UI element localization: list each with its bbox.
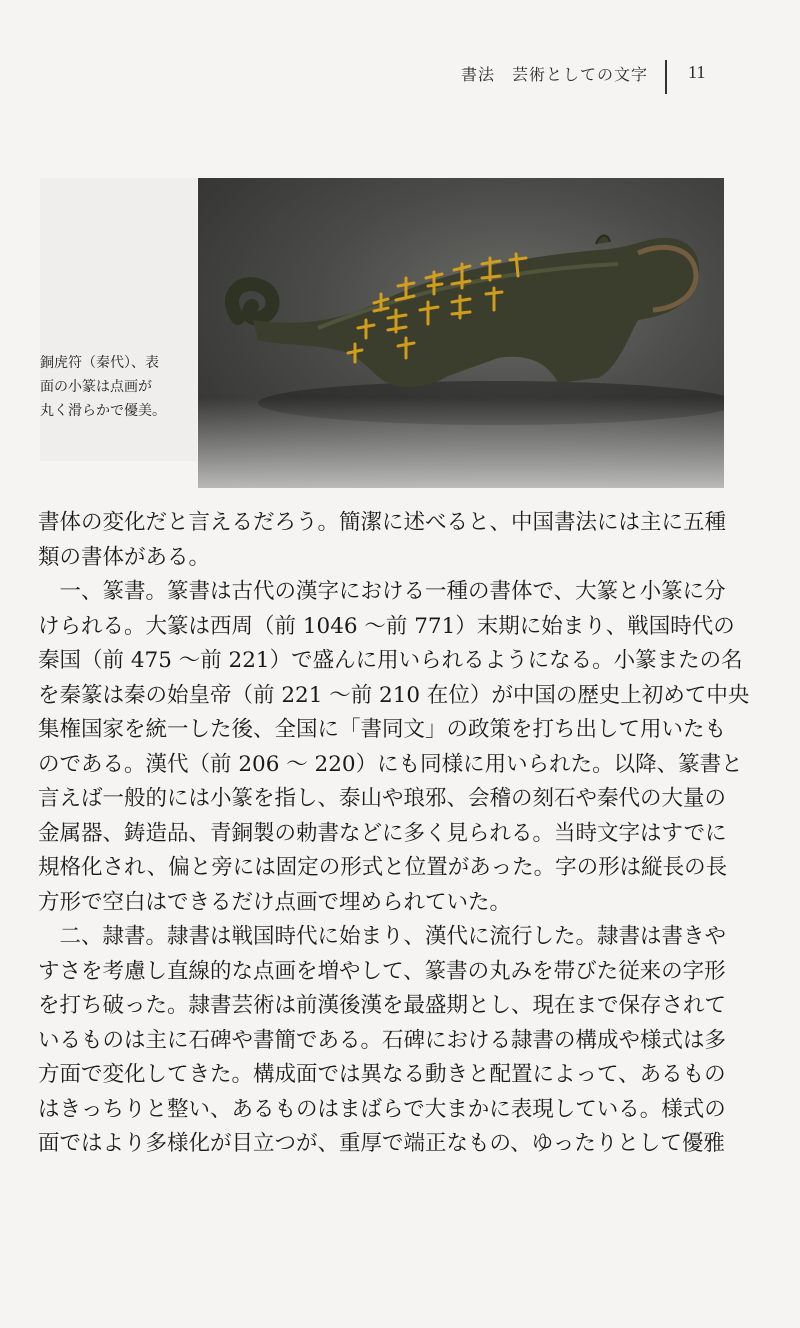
body-line: 一、篆書。篆書は古代の漢字における一種の書体で、大篆と小篆に分 xyxy=(38,579,726,604)
body-line: のである。漢代（前 206 〜 220）にも同様に用いられた。以降、篆書と xyxy=(38,751,743,777)
page-number: 11 xyxy=(688,62,706,82)
figure xyxy=(40,178,724,488)
body-line: 面ではより多様化が目立つが、重厚で端正なもの、ゆったりとして優雅 xyxy=(38,1131,725,1156)
body-line: 金属器、鋳造品、青銅製の勅書などに多く見られる。当時文字はすでに xyxy=(38,820,727,846)
body-line: を秦篆は秦の始皇帝（前 221 〜前 210 在位）が中国の歴史上初めて中央 xyxy=(38,682,750,708)
header-divider xyxy=(665,60,667,94)
caption-panel xyxy=(40,178,197,461)
figure-caption: 銅虎符（秦代）、表 面の小篆は点画が 丸く滑らかで優美。 xyxy=(40,355,166,419)
body-line: はきっちりと整い、あるものはまばらで大まかに表現している。様式の xyxy=(38,1096,726,1122)
body-line: すさを考慮し直線的な点画を増やして、篆書の丸みを帯びた従来の字形 xyxy=(38,958,726,984)
body-line: 言えば一般的には小篆を指し、泰山や琅邪、会稽の刻石や秦代の大量の xyxy=(38,786,727,811)
page-header xyxy=(0,60,800,100)
running-head-title: 書法 芸術としての文字 xyxy=(460,65,648,84)
body-text xyxy=(38,506,750,1162)
bronze-tiger-tally-photo xyxy=(198,178,724,488)
body-line: 類の書体がある。 xyxy=(38,544,211,570)
body-line: けられる。大篆は西周（前 1046 〜前 771）末期に始まり、戦国時代の xyxy=(38,613,735,639)
body-line: 書体の変化だと言えるだろう。簡潔に述べると、中国書法には主に五種 xyxy=(38,510,727,535)
body-line: 集権国家を統一した後、全国に「書同文」の政策を打ち出して用いたも xyxy=(38,717,727,742)
body-line: 秦国（前 475 〜前 221）で盛んに用いられるようになる。小篆またの名 xyxy=(38,648,743,673)
body-line: 方面で変化してきた。構成面では異なる動きと配置によって、あるもの xyxy=(38,1062,726,1087)
body-line: 規格化され、偏と旁には固定の形式と位置があった。字の形は縦長の長 xyxy=(38,855,728,880)
body-line: 方形で空白はできるだけ点画で埋められていた。 xyxy=(38,889,512,915)
body-line: 二、隷書。隷書は戦国時代に始まり、漢代に流行した。隷書は書きや xyxy=(38,924,727,949)
body-line: いるものは主に石碑や書簡である。石碑における隷書の構成や様式は多 xyxy=(38,1027,727,1053)
body-line: を打ち破った。隷書芸術は前漢後漢を最盛期とし、現在まで保存されて xyxy=(38,993,727,1018)
photo-bottom-fade xyxy=(198,398,724,488)
